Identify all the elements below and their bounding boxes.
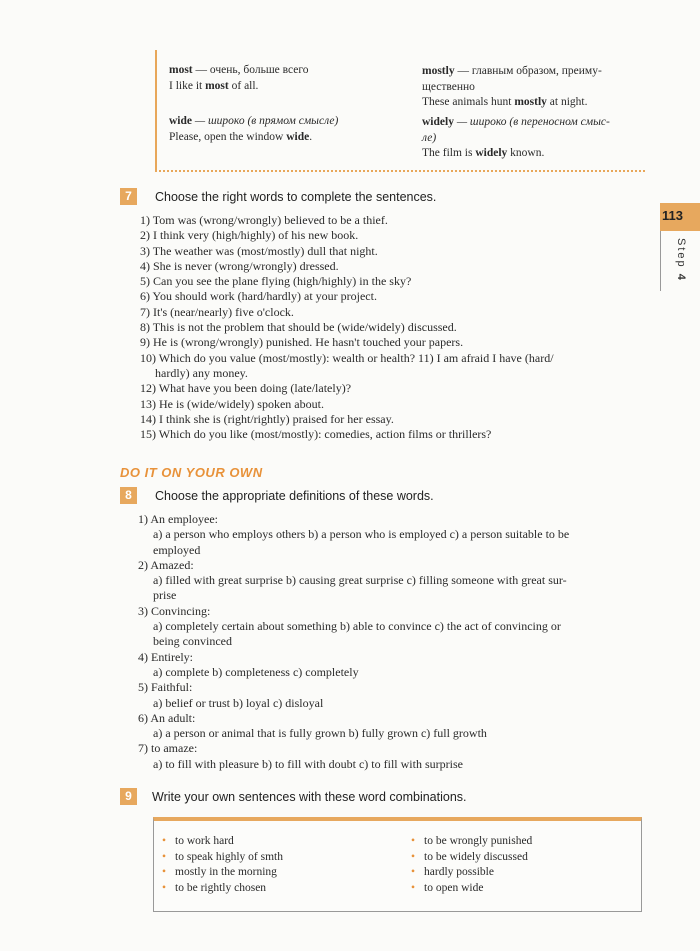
vocabulary-box [155, 50, 647, 170]
page-number: 113 [662, 208, 683, 223]
definition-options: prise [153, 588, 177, 603]
task-7-number: 7 [120, 188, 137, 205]
list-item: • to open wide [411, 881, 532, 897]
list-item: 13) He is (wide/widely) spoken about. [140, 396, 324, 411]
step-label: Step 4 [675, 238, 687, 282]
task-8-number: 8 [120, 487, 137, 504]
combinations-right [411, 834, 532, 896]
list-item: • to be wrongly punished [411, 834, 532, 850]
definition-options: a) complete b) completeness c) completely [153, 664, 359, 679]
vocab-entry-mostly: mostly — главным образом, преиму- щественно These animals hunt mostly at night. [422, 65, 602, 108]
list-item: • to speak highly of smth [162, 850, 283, 866]
definition-word: 7) to amaze: [138, 741, 198, 756]
definition-options: a) belief or trust b) loyal c) disloyal [153, 695, 324, 710]
section-title: DO IT ON YOUR OWN [120, 465, 263, 480]
vocab-divider [155, 170, 645, 172]
list-item: • to be widely discussed [411, 850, 532, 866]
list-item: 2) I think very (high/highly) of his new book. [140, 228, 359, 243]
definition-options: employed [153, 542, 201, 557]
definition-options: a) completely certain about something b) able to convince c) the act of convincing or [153, 619, 561, 634]
definition-word: 2) Amazed: [138, 557, 194, 572]
definition-options: a) filled with great surprise b) causing great surprise c) filling someone with great sur- [153, 573, 567, 588]
definition-options: a) a person who employs others b) a person who is employed c) a person suitable to be [153, 527, 570, 542]
word-combinations-box [153, 817, 642, 912]
list-item: • to work hard [162, 834, 283, 850]
vocab-entry-widely: widely — широко (в переносном смыс- ле) The film is widely known. [422, 116, 610, 159]
task-7-heading: Choose the right words to complete the sentences. [155, 190, 437, 204]
list-item: • mostly in the morning [162, 865, 283, 881]
combinations-left [162, 834, 283, 896]
list-item: 6) You should work (hard/hardly) at your project. [140, 289, 377, 304]
vocab-entry-most: most — очень, больше всего I like it most of all. [169, 64, 309, 92]
definition-word: 6) An adult: [138, 710, 196, 725]
list-item: 1) Tom was (wrong/wrongly) believed to be a thief. [140, 213, 388, 227]
task-8-heading: Choose the appropriate definitions of these words. [155, 489, 434, 503]
list-item: 5) Can you see the plane flying (high/highly) in the sky? [140, 274, 412, 289]
list-item: 12) What have you been doing (late/lately)? [140, 381, 352, 396]
sidebar-divider [660, 231, 661, 291]
list-item: 3) The weather was (most/mostly) dull that night. [140, 243, 378, 258]
definition-options: being convinced [153, 634, 232, 649]
list-item: 9) He is (wrong/wrongly) punished. He hasn't touched your papers. [140, 335, 464, 350]
list-item: 14) I think she is (right/rightly) praised for her essay. [140, 411, 394, 426]
task-7-list [140, 213, 554, 442]
vocab-entry-wide: wide — широко (в прямом смысле) Please, open the window wide. [169, 115, 339, 143]
definition-options: a) a person or animal that is fully grown b) fully grown c) full growth [153, 726, 487, 741]
list-item: 7) It's (near/nearly) five o'clock. [140, 304, 294, 319]
definition-word: 4) Entirely: [138, 649, 193, 664]
task-8-definitions [138, 512, 643, 772]
definition-word: 1) An employee: [138, 512, 218, 526]
definition-word: 5) Faithful: [138, 680, 193, 695]
list-item: 10) Which do you value (most/mostly): wealth or health? 11) I am afraid I have (hard/ [140, 350, 554, 365]
list-item: 15) Which do you like (most/mostly): comedies, action films or thrillers? [140, 427, 492, 442]
list-item: 8) This is not the problem that should be (wide/widely) discussed. [140, 320, 457, 335]
list-item: hardly) any money. [155, 365, 248, 380]
list-item: • hardly possible [411, 865, 532, 881]
list-item: • to be rightly chosen [162, 881, 283, 897]
definition-word: 3) Convincing: [138, 603, 211, 618]
definition-options: a) to fill with pleasure b) to fill with doubt c) to fill with surprise [153, 756, 463, 771]
task-9-number: 9 [120, 788, 137, 805]
list-item: 4) She is never (wrong/wrongly) dressed. [140, 258, 339, 273]
task-9-heading: Write your own sentences with these word combinations. [152, 790, 467, 804]
